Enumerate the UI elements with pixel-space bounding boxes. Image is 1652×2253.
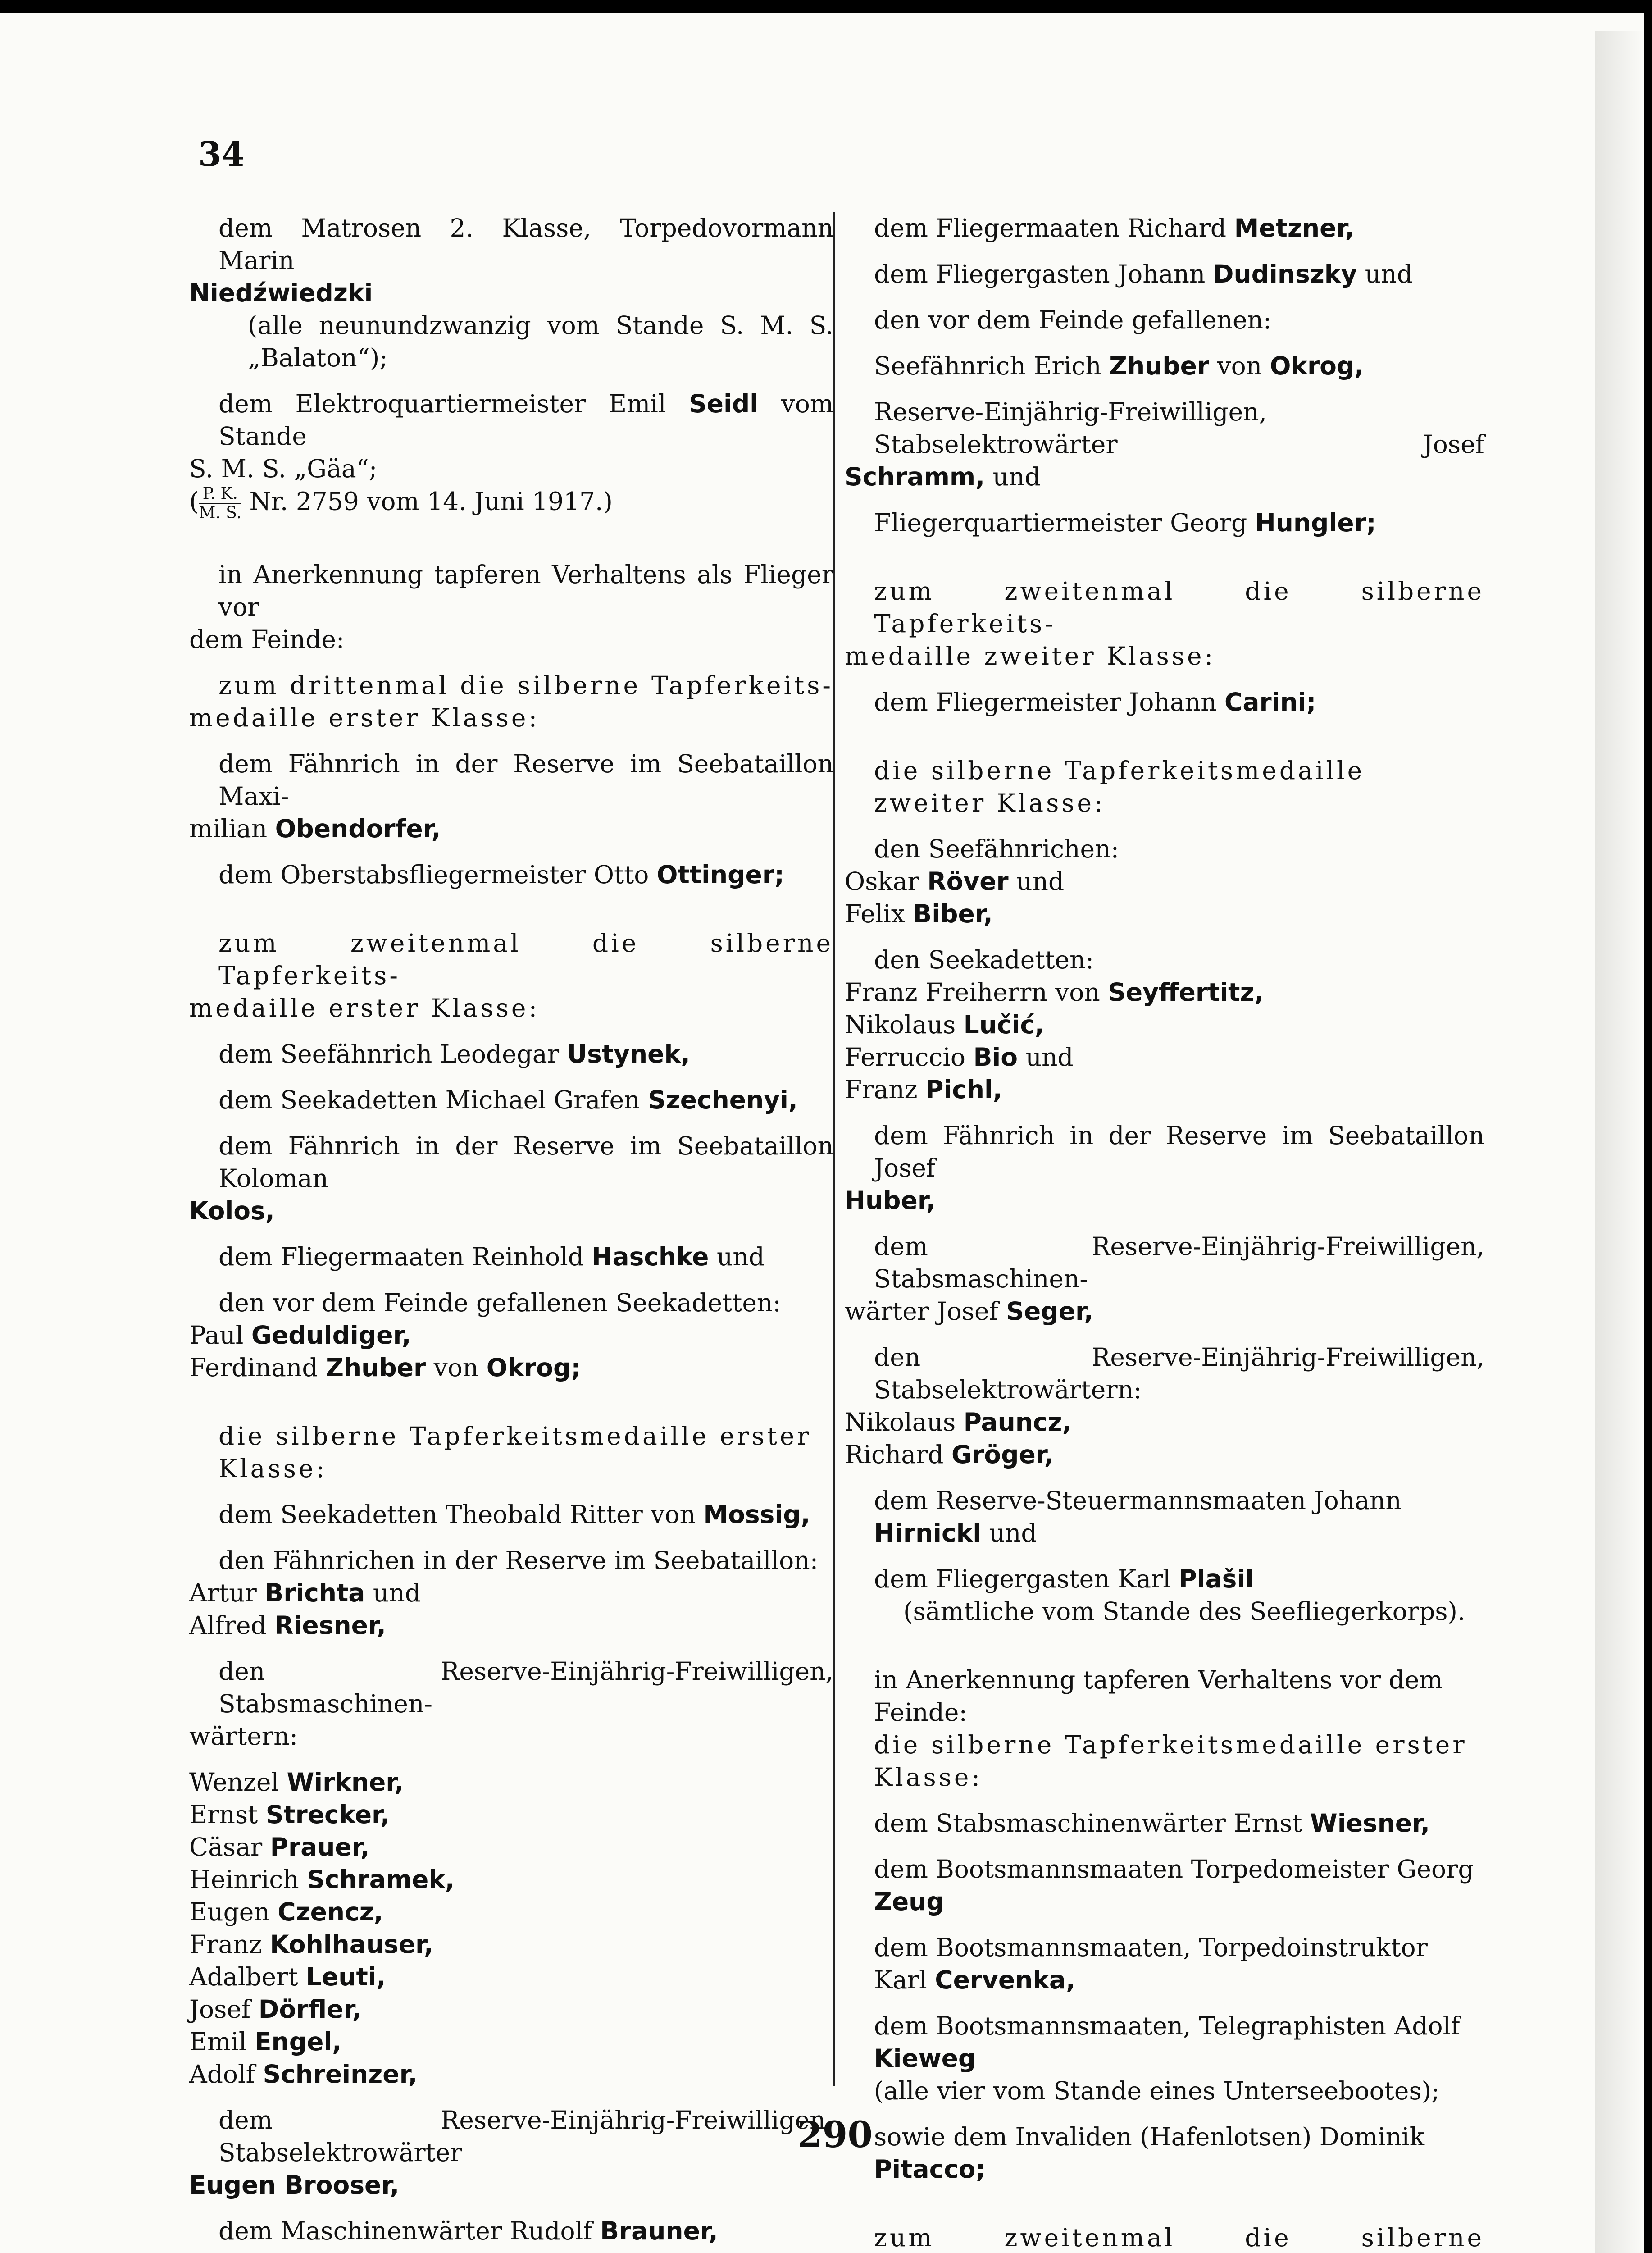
awardee-name: Schramm, [845,462,985,491]
awardee-name: Obendorfer, [275,814,441,843]
awardee-name: Okrog, [1270,351,1364,380]
text-line: „Balaton“); [248,343,388,372]
awardee-name: Haschke [592,1242,709,1271]
awardee-name: Brauner, [600,2217,718,2245]
awardee-name: Huber, [845,1186,936,1215]
awardee-name: Ottinger; [656,860,784,889]
list-item: Richard Gröger, [845,1440,1054,1469]
text-line: den Seekadetten: [874,945,1094,974]
awardee-name: Mossig, [703,1500,810,1529]
list-item: Felix Biber, [845,899,993,928]
text-line: dem Fähnrich in der Reserve im Seebataillon Josef [874,1121,1484,1182]
text-line: sowie dem Invaliden (Hafenlotsen) Dominik Pitacco; [874,2122,1425,2184]
section-heading: zum zweitenmal die silberne Tapferkeits- [874,577,1484,638]
awardee-name: Biber, [913,899,993,928]
awardee-name: Pichl, [925,1075,1002,1104]
awardee-name: Seyffertitz, [1108,978,1264,1007]
text-line: Reserve-Einjährig-Freiwilligen, Stabselektrowärter Josef [874,397,1484,459]
awardee-name: Kohlhauser, [270,1930,433,1959]
text-line: Seefähnrich Erich Zhuber von Okrog, [874,351,1364,380]
text-line: dem Reserve-Steuermannsmaaten Johann Hirnickl und [874,1486,1402,1547]
awardee-name: Strecker, [265,1800,390,1829]
awardee-name: Lučić, [963,1010,1044,1039]
text-line: den Reserve-Einjährig-Freiwilligen, Stabsmaschinen- [218,1657,833,1718]
text-line: (alle neunundzwanzig vom Stande S. M. S. [248,311,833,340]
text-line: dem Fliegermeister Johann Carini; [874,688,1316,716]
awardee-name: Pauncz, [963,1408,1072,1437]
awardee-name: Plašil [1179,1564,1254,1593]
text-line: Ferdinand Zhuber von Okrog; [189,1353,581,1382]
awardee-name: Niedźwiedzki [189,278,373,307]
awardee-name: Hungler; [1255,508,1376,537]
list-item: Franz Pichl, [845,1075,1002,1104]
awardee-name: Carini; [1224,688,1316,716]
text-line: dem Maschinenwärter Rudolf Brauner, [218,2217,718,2245]
awardee-name: Ustynek, [567,1040,690,1068]
right-column [845,212,1484,2253]
awardee-name: Riesner, [274,1611,386,1640]
list-item: Emil Engel, [189,2027,342,2056]
awardee-name: Wirkner, [287,1768,404,1797]
awardee-name: Czencz, [278,1897,383,1926]
awardee-name: Röver [927,867,1009,896]
awardee-name: Metzner, [1234,214,1355,242]
section-heading: medaille zweiter Klasse: [845,642,1216,670]
awardee-name: Kolos, [189,1196,275,1225]
awardee-name: Leuti, [305,1962,386,1991]
awardee-name: Pitacco; [874,2155,986,2184]
text-line: dem Oberstabsfliegermeister Otto Ottinger; [218,860,784,889]
awardee-name: Hirnickl [874,1519,982,1547]
text-line: dem Seefähnrich Leodegar Ustynek, [218,1040,690,1068]
text-line [845,1184,1484,1217]
text-line: wärtern: [189,1722,298,1751]
awardee-name: Seger, [1006,1297,1093,1326]
text-line: den Seefähnrichen: [874,835,1120,863]
section-heading: die silberne Tapferkeitsmedaille erster Klasse: [218,1422,812,1483]
section-heading: die silberne Tapferkeitsmedaille zweiter Klasse: [874,756,1365,817]
text-line: Paul Geduldiger, [189,1321,411,1350]
list-item: Ferruccio Bio und [845,1043,1074,1072]
text-line: dem Fähnrich in der Reserve im Seebataillon Koloman [218,1131,833,1193]
text-line: den vor dem Feinde gefallenen: [874,306,1272,334]
text-line: (sämtliche vom Stande des Seefliegerkorps). [903,1597,1465,1626]
text-line: wärter Josef Seger, [845,1297,1093,1326]
text-line: in Anerkennung tapferen Verhaltens als Flieger vor [218,560,833,621]
text-line: dem Feinde: [189,625,345,654]
awardee-name: Engel, [254,2027,342,2056]
text-line: dem Reserve-Einjährig-Freiwilligen, Stabsmaschinen- [874,1232,1484,1293]
text-line: dem Seekadetten Michael Grafen Szechenyi, [218,1085,798,1114]
list-item: Josef Dörfler, [189,1995,362,2024]
text-line: Alfred Riesner, [189,1611,386,1640]
awardee-name: Szechenyi, [648,1085,798,1114]
text-line: dem Fliegermaaten Richard Metzner, [874,214,1355,242]
reference-line: ( $\frac{P. K.}{M. S.}$ Nr. 2759 vom 14. Juni 1917.) [189,484,613,522]
list-item: Nikolaus Lučić, [845,1010,1044,1039]
left-column [189,212,833,2253]
text-line: dem Fliegergasten Karl Plašil [874,1564,1254,1593]
section-heading: zum drittenmal die silberne Tapferkeits- [218,671,833,700]
awardee-name: Okrog; [486,1353,581,1382]
text-line: dem Bootsmannsmaaten, Telegraphisten Adolf Kieweg [874,2011,1460,2073]
awardee-name: Zeug [874,1887,944,1916]
section-heading: zum zweitenmal die silberne [874,2223,1484,2252]
list-item: Ernst Strecker, [189,1800,390,1829]
page-edge-shadow [1595,31,1644,2253]
text-line: Schramm, und [845,462,1041,491]
text-line: dem Reserve-Einjährig-Freiwilligen, Stabselektrowärter [218,2106,833,2167]
awardee-name: Cervenka, [935,1966,1075,1994]
text-line: dem Matrosen 2. Klasse, Torpedovormann Marin [218,214,833,275]
section-heading: medaille erster Klasse: [189,703,540,732]
awardee-name: Kieweg [874,2044,976,2073]
awardee-name: Geduldiger, [251,1321,411,1350]
awardee-name: Brichta [264,1578,365,1607]
text-line: dem Fliegermaaten Reinhold Haschke und [218,1242,765,1271]
section-heading: medaille erster Klasse: [189,994,540,1022]
list-item: Wenzel Wirkner, [189,1768,404,1797]
text-line: dem Seekadetten Theobald Ritter von Mossig, [218,1500,810,1529]
list-item: Eugen Czencz, [189,1897,383,1926]
awardee-name: Dudinszky [1213,260,1357,288]
text-line [189,1195,833,1227]
section-heading: die silberne Tapferkeitsmedaille erster Klasse: [874,1730,1467,1792]
list-item: Heinrich Schramek, [189,1865,455,1894]
list-item: Oskar Röver und [845,867,1065,896]
fraction: $\frac{P. K.}{M. S.}$ [199,484,242,522]
page-number: 34 [198,135,245,174]
text-line [189,277,833,309]
list-item: Cäsar Prauer, [189,1833,370,1861]
awardee-name: Zhuber [1109,351,1210,380]
text-line: dem Stabsmaschinenwärter Ernst Wiesner, [874,1809,1430,1838]
list-item: Nikolaus Pauncz, [845,1408,1072,1437]
list-item: Adalbert Leuti, [189,1962,386,1991]
text-line: dem Fähnrich in der Reserve im Seebataillon Maxi- [218,749,833,811]
text-line: den Fähnrichen in der Reserve im Seebataillon: [218,1546,819,1575]
text-line: dem Bootsmannsmaaten Torpedomeister Georg Zeug [874,1855,1474,1916]
awardee-name: Schramek, [307,1865,455,1894]
text-line: Artur Brichta und [189,1578,421,1607]
list-item: Adolf Schreinzer, [189,2060,418,2089]
text-line [189,2169,833,2201]
text-line: Fliegerquartiermeister Georg Hungler; [874,508,1376,537]
text-line: milian Obendorfer, [189,814,441,843]
awardee-name: Schreinzer, [263,2060,418,2089]
awardee-name: Bio [973,1043,1018,1072]
awardee-name: Zhuber [326,1353,426,1382]
text-line: (alle vier vom Stande eines Unterseebootes); [874,2076,1440,2105]
text-line: den Reserve-Einjährig-Freiwilligen, Stabselektrowärtern: [874,1343,1484,1404]
section-heading: zum zweitenmal die silberne Tapferkeits- [218,929,833,990]
text-line: dem Fliegergasten Johann Dudinszky und [874,260,1413,288]
awardee-name: Wiesner, [1310,1809,1430,1838]
list-item: Franz Freiherrn von Seyffertitz, [845,978,1264,1007]
text-line: in Anerkennung tapferen Verhaltens vor dem Feinde: [874,1665,1443,1727]
text-line: dem Elektroquartiermeister Emil Seidl vom Stande [218,389,833,451]
awardee-name: Gröger, [951,1440,1054,1469]
awardee-name: Dörfler, [258,1995,362,2024]
awardee-name: Eugen Brooser, [189,2171,400,2199]
text-line: S. M. S. „Gäa“; [189,454,378,483]
text-line: dem Bootsmannsmaaten, Torpedoinstruktor Karl Cervenka, [874,1933,1428,1994]
awardee-name: Prauer, [270,1833,370,1861]
footer-page-number: 290 [797,2113,873,2156]
awardee-name: Seidl [689,389,759,418]
text-line: den vor dem Feinde gefallenen Seekadetten: [218,1288,781,1317]
list-item: Franz Kohlhauser, [189,1930,433,1959]
